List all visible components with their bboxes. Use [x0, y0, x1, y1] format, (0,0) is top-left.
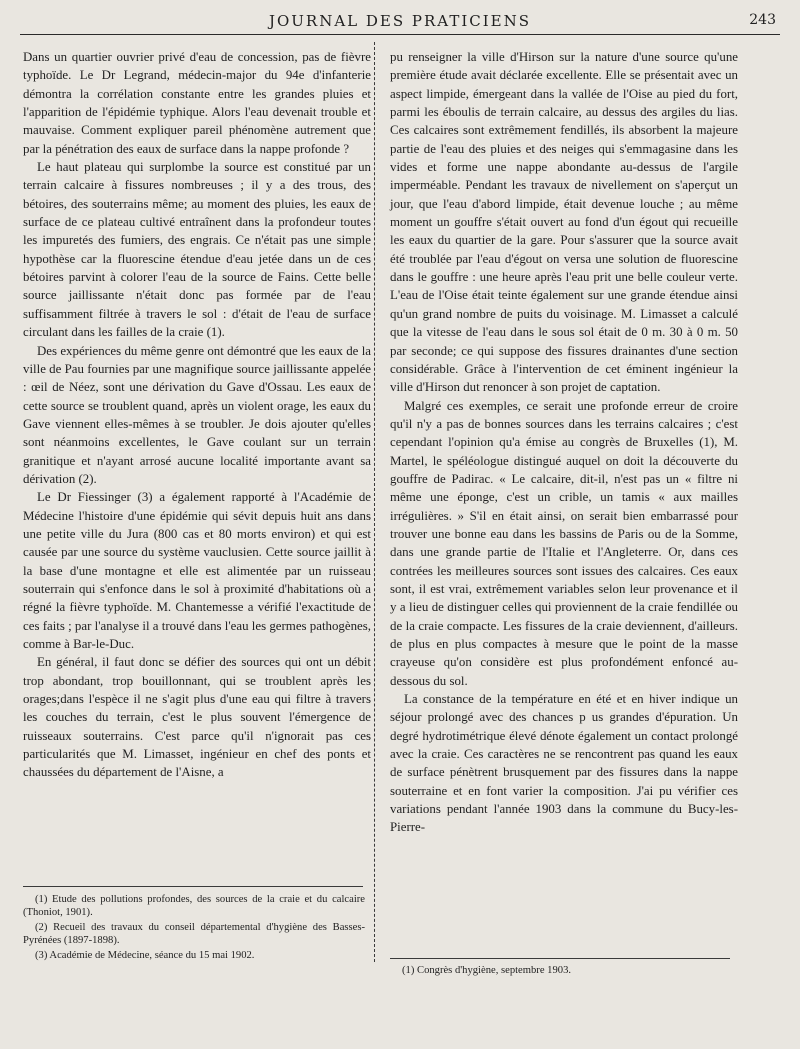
column-divider — [374, 42, 375, 962]
footnote: (2) Recueil des travaux du conseil départemental d'hygiène des Basses-Pyrénées (1897-1898). — [23, 922, 365, 946]
left-column — [23, 48, 371, 782]
paragraph: Dans un quartier ouvrier privé d'eau de concession, pas de fièvre typhoïde. Le Dr Legrand, médecin-major du 94e d'infanterie démontra la corrélation constante entre les grandes pluies et l'apparition de l'épidémie typhique. Alors l'eau devenait trouble et mauvaise. Comment expliquer pareil phénomène autrement que par la pénétration des eaux de surface dans la nappe profonde ? — [23, 50, 371, 156]
paragraph: Malgré ces exemples, ce serait une profonde erreur de croire qu'il n'y a pas de bonnes sources dans les terrains calcaires ; c'est cependant l'opinion qu'a émise au congrès de Bruxelles (1), M. Martel, le spéléologue distingué auquel on doit la découverte du gouffre de Padirac. « Le calcaire, dit-il, n'est pas un « filtre ni même une éponge, c'est un crible, un tamis « aux mailles irrégulières. » S'il en était ainsi, on serait bien embarrassé pour trouver une bonne eau dans les bassins de Paris ou de la Somme, dans une grande partie de l'Italie et l'Angleterre. Or, dans ces contrées les meilleures sources sont issues des calcaires. Ces eaux sont, il est vrai, extrêmement variables selon leur provenance et il y a lieu de distinguer celles qui proviennent de la craie fendillée ou de la craie compacte. Les fissures de la craie deviennent, d'ailleurs. de plus en plus compactes à mesure que le point de la masse crayeuse qu'on considère est plus profondément enfoncé au-dessous du sol. — [390, 398, 738, 688]
footnote-rule — [390, 958, 730, 959]
paragraph: Le haut plateau qui surplombe la source est constitué par un terrain calcaire à fissures nombreuses ; il y a des trous, des bétoires, des souterrains même; au moment des pluies, les eaux de surface de ce plateau cultivé entraînent dans la profondeur toutes les impuretés des fumiers, des engrais. Ce n'était pas une simple hypothèse car la fluorescine étendue d'eau jetée dans un de ces bétoires parvint à colorer l'eau de la source de Fains. Cette belle source jaillissante n'était donc pas formée par de l'eau suffisamment filtrée à travers le sol : d'était de l'eau de surface circulant dans les failles de la craie (1). — [23, 160, 371, 340]
paragraph: pu renseigner la ville d'Hirson sur la nature d'une source qu'une première étude avait déclarée excellente. Elle se présentait avec un aspect limpide, émergeant dans la vallée de l'Oise au pied du fort, parmi les éboulis de terrain calcaire, au dessus des argiles du lias. Ces calcaires sont extrêmement fendillés, ils absorbent la majeure partie de l'eau des pluies et des neiges qui s'emmagasine dans les vides et forme une nappe abondante au-dessus de l'argile imperméable. Pendant les travaux de nivellement on s'aperçut un jour, que l'eau d'abord limpide, était devenue louche ; au même moment un gouffre s'était ouvert au fond d'un égout qui recueille les eaux du quartier de la gare. Pour s'assurer que la source avait été troublée par l'eau d'égout on versa une solution de fluorescine dans le gouffre : une heure après l'eau prit une belle couleur verte. L'eau de l'Oise était teinte également sur une grande étendue ainsi qu'un grand nombre de puits du voisinage. M. Limasset a calculé que la vitesse de l'eau dans le sous sol était de 0 m. 30 à 0 m. 50 par seconde; ce qui suppose des fissures drainantes d'une section considérable. Grâce à l'intervention de cet éminent ingénieur la ville d'Hirson dut renoncer à son projet de captation. — [390, 50, 738, 395]
footnote: (1) Etude des pollutions profondes, des sources de la craie et du calcaire (Thoniot, 1901). — [23, 894, 365, 918]
paragraph: La constance de la température en été et en hiver indique un séjour prolongé avec des chances p us grandes d'épuration. Un degré hydrotimétrique élevé dénote également un contact prolongé avec la craie. Ces caractères ne se rencontrent pas quand les eaux de surface pénètrent brusquement par des fissures dans la nappe souterraine et en font varier la composition. J'ai pu vérifier ces variations pendant l'année 1903 dans la commune du Bucy-les-Pierre- — [390, 692, 738, 835]
page-number: 243 — [749, 12, 776, 28]
paragraph: Des expériences du même genre ont démontré que les eaux de la ville de Pau fournies par une magnifique source jaillissante appelée : œil de Néez, sont une dérivation du Gave d'Ossau. Les eaux de cette source se troublent quand, après un violent orage, les eaux du Gave viennent elles-mêmes à se troubler. Je dois ajouter qu'elles sont néanmoins excellentes, le Gave coulant sur un terrain granitique et n'ayant arrosé aucune localité importante avant sa dérivation (2). — [23, 343, 371, 486]
footnote: (3) Académie de Médecine, séance du 15 mai 1902. — [35, 950, 255, 961]
right-footnotes — [390, 964, 732, 979]
right-column — [390, 48, 738, 837]
left-footnotes — [23, 893, 365, 964]
footnote: (1) Congrès d'hygiène, septembre 1903. — [402, 965, 572, 976]
page-header — [20, 6, 780, 35]
running-title: JOURNAL DES PRATICIENS — [268, 12, 532, 30]
paragraph: Le Dr Fiessinger (3) a également rapporté à l'Académie de Médecine l'histoire d'une épidémie qui sévit depuis huit ans dans une petite ville du Jura (800 cas et 80 morts environ) et qui est causée par une source du système vauclusien. Cette source jaillit à la base d'une montagne et elle est alimentée par un ruisseau souterrain qui s'enfonce dans le sol à proximité d'habitations où a régné la fièvre typhoïde. M. Chantemesse a vérifié l'exactitude de ces faits ; par l'analyse il a trouvé dans l'eau les germes pathogènes, comme à Bar-le-Duc. — [23, 490, 371, 651]
footnote-rule — [23, 886, 363, 887]
paragraph: En général, il faut donc se défier des sources qui ont un débit trop abondant, trop bouillonnant, qui se troublent après les orages;dans l'espèce il ne s'agit plus d'une eau qui filtre à travers les couches du terrain, c'est le plus souvent l'émergence de ruisseaux souterrains. C'est parce qu'il n'ignorait pas ces particularités que M. Limasset, ingénieur en chef des ponts et chaussées du département de l'Aisne, a — [23, 655, 371, 780]
